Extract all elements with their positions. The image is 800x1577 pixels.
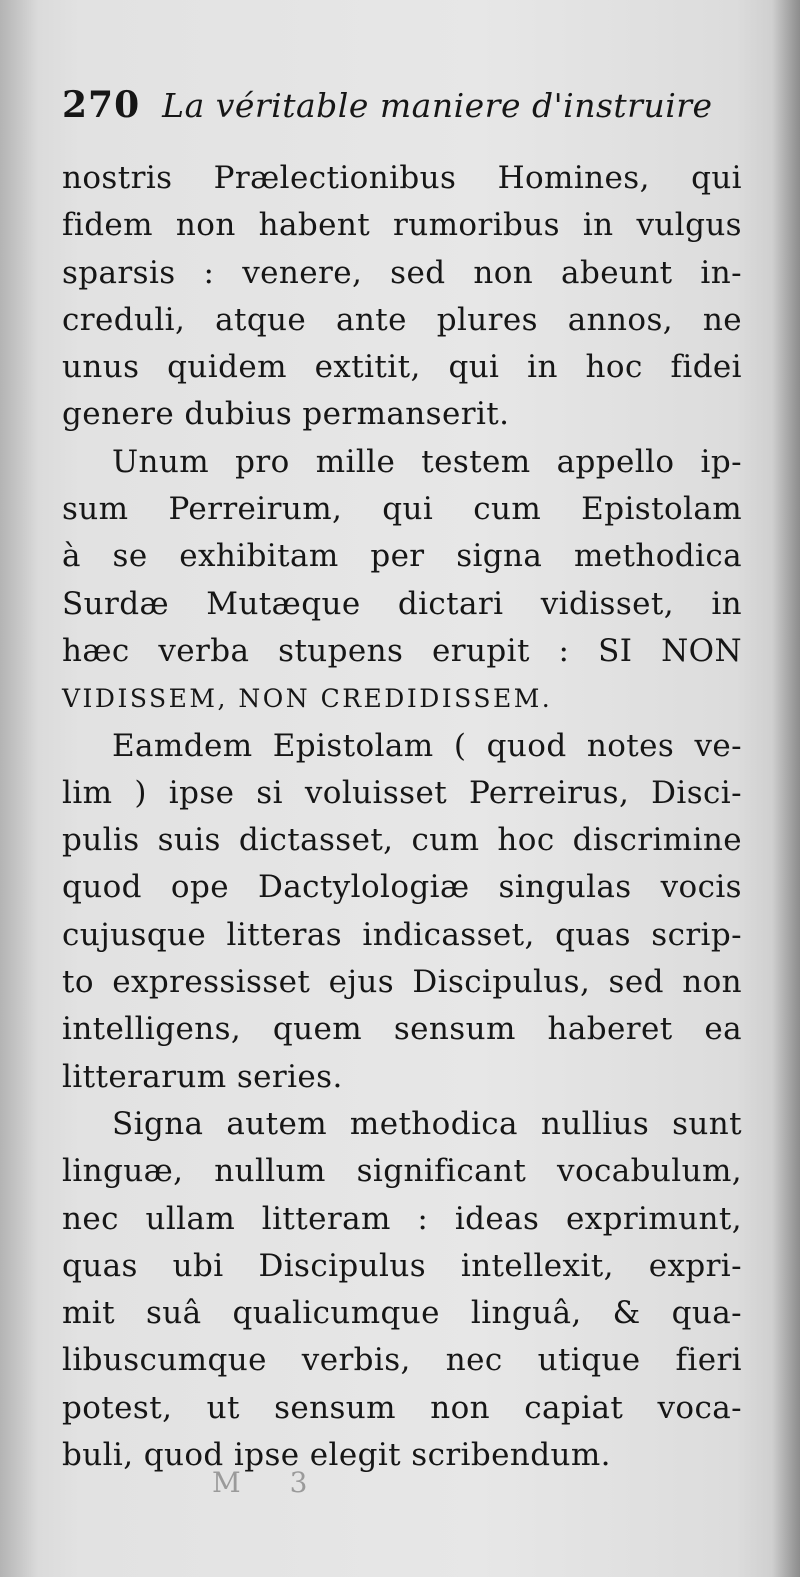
text-line: sparsis : venere, sed non abeunt in- <box>62 254 742 291</box>
text-line: fidem non habent rumoribus in vulgus <box>62 207 742 244</box>
text-line: buli, quod ipse elegit scribendum. <box>62 1437 611 1474</box>
text-line: nec ullam litteram : ideas exprimunt, <box>62 1200 742 1237</box>
text-line: potest, ut sensum non capiat voca- <box>62 1389 742 1426</box>
text-line: genere dubius permanserit. <box>62 396 510 433</box>
body-text <box>62 155 742 1479</box>
text-line: quas ubi Discipulus intellexit, expri- <box>62 1247 742 1284</box>
text-line: mit suâ qualicumque linguâ, & qua- <box>62 1295 742 1332</box>
text-line: pulis suis dictasset, cum hoc discrimine <box>62 822 742 859</box>
text-line: intelligens, quem sensum haberet ea <box>62 1011 742 1048</box>
text-line: à se exhibitam per signa methodica <box>62 538 742 575</box>
page-gutter-shadow <box>0 0 38 1577</box>
signature-mark: M 3 <box>212 1466 328 1499</box>
text-line: Surdæ Mutæque dictari vidisset, in <box>62 585 742 622</box>
text-line: litterarum series. <box>62 1058 343 1095</box>
paragraph-first-line: Signa autem methodica nullius sunt <box>112 1105 742 1142</box>
text-line: nostris Prælectionibus Homines, qui <box>62 160 742 196</box>
paragraph-first-line: Unum pro mille testem appello ip- <box>112 443 742 480</box>
text-line: lim ) ipse si voluisset Perreirus, Disci- <box>62 774 742 811</box>
text-line: libuscumque verbis, nec utique fieri <box>62 1342 742 1379</box>
text-line: sum Perreirum, qui cum Epistolam <box>62 491 742 528</box>
page-header <box>62 84 742 140</box>
text-line: cujusque litteras indicasset, quas scrip- <box>62 916 742 953</box>
text-line: to expressisset ejus Discipulus, sed non <box>62 964 742 1001</box>
text-line: linguæ, nullum significant vocabulum, <box>62 1153 742 1190</box>
paragraph-first-line: Eamdem Epistolam ( quod notes ve- <box>112 727 742 764</box>
text-line: creduli, atque ante plures annos, ne <box>62 301 742 338</box>
page-number: 270 <box>62 84 141 126</box>
text-line: quod ope Dactylologiæ singulas vocis <box>62 869 742 906</box>
text-line: hæc verba stupens erupit : SI NON <box>62 632 742 669</box>
running-title: La véritable maniere d'instruire <box>162 86 713 125</box>
page-edge-shadow <box>772 0 800 1577</box>
text-line: unus quidem extitit, qui in hoc fidei <box>62 349 742 386</box>
quoted-exclamation: VIDISSEM, NON CREDIDISSEM. <box>62 684 553 714</box>
